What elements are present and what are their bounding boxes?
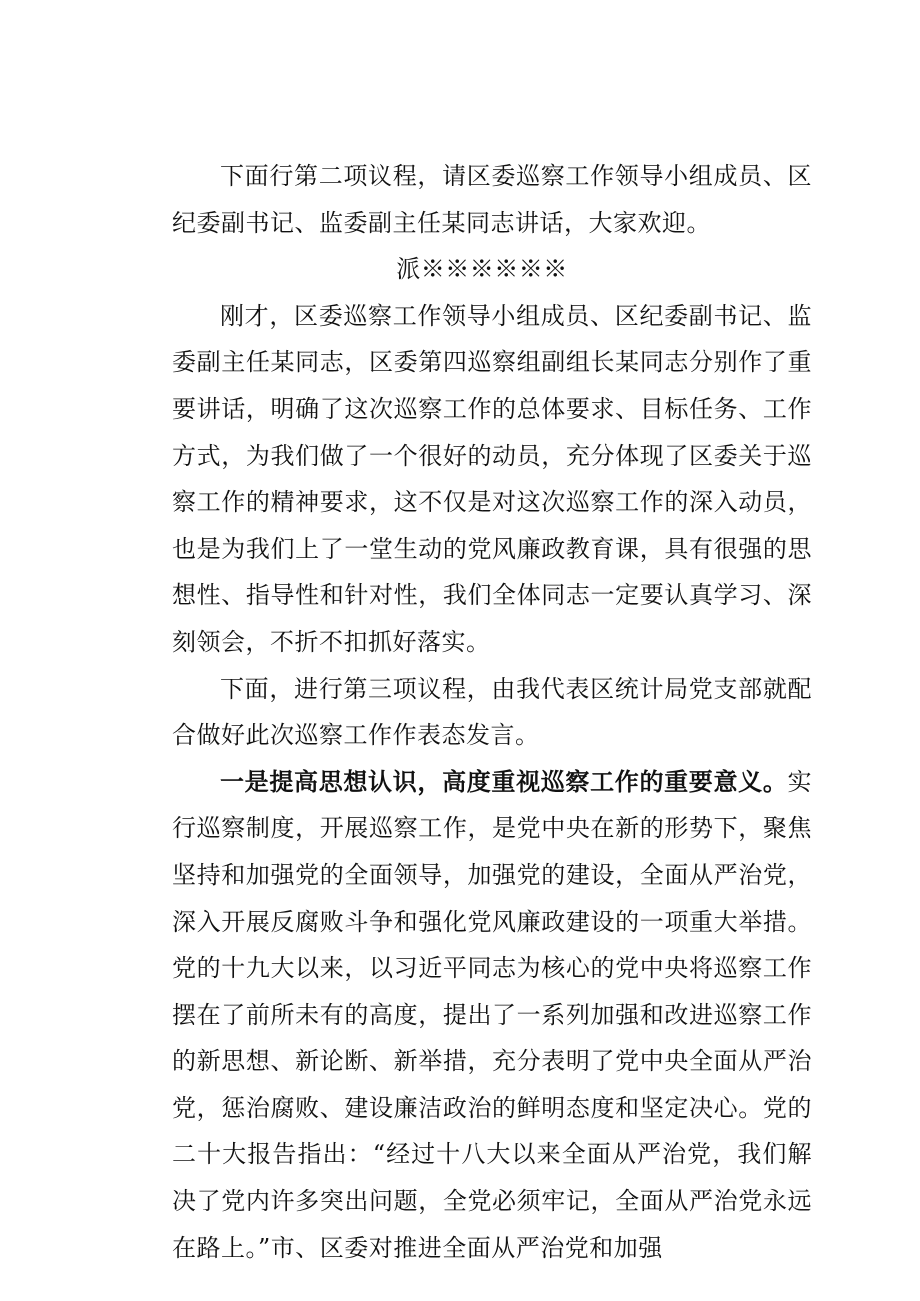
paragraph-point-one bbox=[172, 759, 812, 1272]
paragraph-speech-summary: 刚才，区委巡察工作领导小组成员、区纪委副书记、监委副主任某同志，区委第四巡察组副组长某同志分别作了重要讲话，明确了这次巡察工作的总体要求、目标任务、工作方式，为我们做了一个很好的动员，充分体现了区委关于巡察工作的精神要求，这不仅是对这次巡察工作的深入动员，也是为我们上了一堂生动的党风廉政教育课，具有很强的思想性、指导性和针对性，我们全体同志一定要认真学习、深刻领会，不折不扣抓好落实。 bbox=[172, 301, 812, 656]
point-one-body: 实行巡察制度，开展巡察工作，是党中央在新的形势下，聚焦坚持和加强党的全面领导，加强党的建设，全面从严治党，深入开展反腐败斗争和强化党风廉政建设的一项重大举措。党的十九大以来，以习近平同志为核心的党中央将巡察工作摆在了前所未有的高度，提出了一系列加强和改进巡察工作的新思想、新论断、新举措，充分表明了党中央全面从严治党，惩治腐败、建设廉洁政治的鲜明态度和坚定决心。党的二十大报告指出：“经过十八大以来全面从严治党，我们解决了党内许多突出问题，全党必须牢记，全面从严治党永远在路上。”市、区委对推进全面从严治党和加强 bbox=[172, 767, 812, 1262]
paragraph-agenda-two: 下面行第二项议程，请区委巡察工作领导小组成员、区纪委副书记、监委副主任某同志讲话，大家欢迎。 bbox=[172, 162, 812, 237]
paragraph-agenda-three: 下面，进行第三项议程，由我代表区统计局党支部就配合做好此次巡察工作作表态发言。 bbox=[172, 674, 812, 750]
separator-line: 派※※※※※※ bbox=[396, 255, 568, 284]
document-body bbox=[172, 153, 812, 1271]
point-one-heading: 一是提高思想认识，高度重视巡察工作的重要意义。 bbox=[220, 766, 788, 796]
